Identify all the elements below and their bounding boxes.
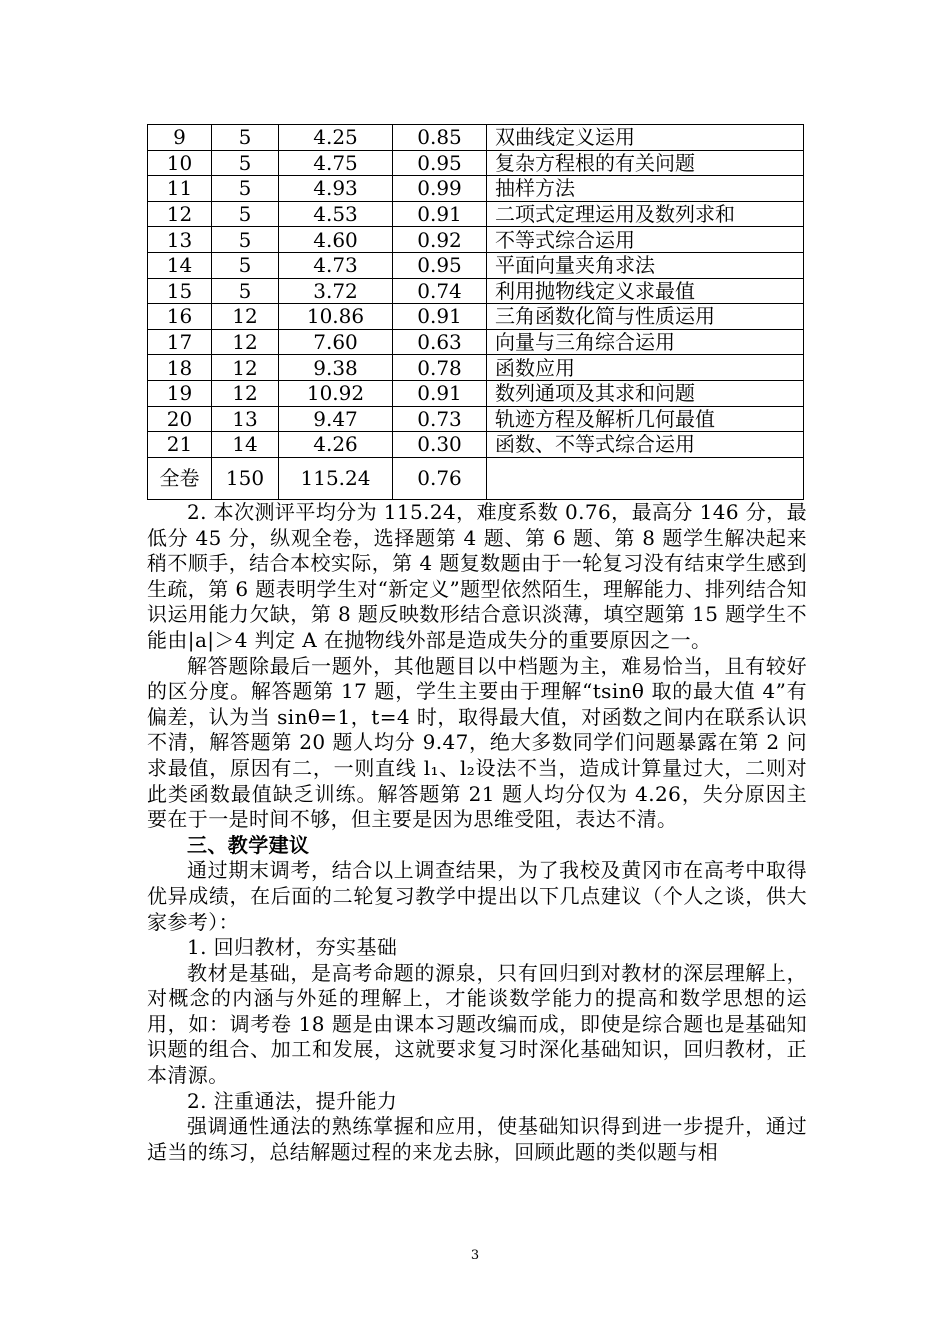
- table-row: [148, 329, 804, 355]
- average-score-cell: 10.86: [279, 304, 393, 330]
- table-row: [148, 201, 804, 227]
- suggestion-1-text: 教材是基础，是高考命题的源泉，只有回归到对教材的深层理解上，对概念的内涵与外延的理解上，才能谈数学能力的提高和数学思想的运用，如：调考卷 18 题是由课本习题改编而成，即使是综合题也是基础知识题的组合、加工和发展，这就要求复习时深化基础知识，回归教材，正本清源。: [147, 960, 807, 1088]
- difficulty-cell: 0.95: [393, 252, 487, 278]
- question-number-cell: 15: [148, 278, 212, 304]
- full-score-cell: 5: [212, 278, 279, 304]
- full-score-cell: 14: [212, 432, 279, 458]
- average-score-cell: 4.26: [279, 432, 393, 458]
- question-number-cell: 19: [148, 380, 212, 406]
- difficulty-cell: 0.30: [393, 432, 487, 458]
- full-score-cell: 5: [212, 125, 279, 151]
- question-number-cell: 21: [148, 432, 212, 458]
- question-number-cell: 11: [148, 176, 212, 202]
- full-score-cell: 5: [212, 201, 279, 227]
- full-score-cell: 12: [212, 329, 279, 355]
- table-row: [148, 380, 804, 406]
- table-row: [148, 150, 804, 176]
- topic-cell: 轨迹方程及解析几何最值: [487, 406, 804, 432]
- topic-cell: 函数、不等式综合运用: [487, 432, 804, 458]
- difficulty-cell: 0.95: [393, 150, 487, 176]
- question-number-cell: 16: [148, 304, 212, 330]
- table-row: [148, 125, 804, 151]
- table-row: [148, 227, 804, 253]
- question-number-cell: 17: [148, 329, 212, 355]
- full-score-cell: 12: [212, 380, 279, 406]
- average-score-cell: 115.24: [279, 457, 393, 499]
- body-text: [147, 500, 807, 1165]
- table-row: [148, 252, 804, 278]
- analysis-paragraph-solutions: 解答题除最后一题外，其他题目以中档题为主，难易恰当，且有较好的区分度。解答题第 17 题，学生主要由于理解“tsinθ 取的最大值 4”有偏差，认为当 sinθ=1，t=4 时，取得最大值，对函数之间内在联系认识不清，解答题第 20 题人均分 9.47，绝大多数同学们问题暴露在第 2 问求最值，原因有二，一则直线 l₁、l₂设法不当，造成计算量过大，二则对此类函数最值缺乏训练。解答题第 21 题人均分仅为 4.26，失分原因主要在于一是时间不够，但主要是因为思维受阻，表达不清。: [147, 653, 807, 832]
- question-number-cell: 18: [148, 355, 212, 381]
- suggestion-2-title: 2. 注重通法，提升能力: [187, 1088, 398, 1113]
- total-label-cell: 全卷: [148, 457, 212, 499]
- full-score-cell: 12: [212, 304, 279, 330]
- difficulty-cell: 0.73: [393, 406, 487, 432]
- topic-cell: 向量与三角综合运用: [487, 329, 804, 355]
- full-score-cell: 13: [212, 406, 279, 432]
- table-row: [148, 304, 804, 330]
- difficulty-cell: 0.76: [393, 457, 487, 499]
- full-score-cell: 5: [212, 227, 279, 253]
- full-score-cell: 12: [212, 355, 279, 381]
- suggestion-1-title: 1. 回归教材，夯实基础: [187, 935, 398, 960]
- difficulty-cell: 0.91: [393, 304, 487, 330]
- question-number-cell: 20: [148, 406, 212, 432]
- table-row: [148, 278, 804, 304]
- topic-cell: [487, 457, 804, 499]
- topic-cell: 抽样方法: [487, 176, 804, 202]
- topic-cell: 不等式综合运用: [487, 227, 804, 253]
- average-score-cell: 4.93: [279, 176, 393, 202]
- question-number-cell: 10: [148, 150, 212, 176]
- suggestion-2-text: 强调通性通法的熟练掌握和应用，使基础知识得到进一步提升，通过适当的练习，总结解题过程的来龙去脉，回顾此题的类似题与相: [147, 1114, 807, 1164]
- table-total-row: [148, 457, 804, 499]
- average-score-cell: 4.53: [279, 201, 393, 227]
- topic-cell: 二项式定理运用及数列求和: [487, 201, 804, 227]
- score-table: [147, 124, 804, 500]
- difficulty-cell: 0.91: [393, 201, 487, 227]
- topic-cell: 复杂方程根的有关问题: [487, 150, 804, 176]
- table-row: [148, 176, 804, 202]
- table-row: [148, 406, 804, 432]
- table-row: [148, 355, 804, 381]
- average-score-cell: 10.92: [279, 380, 393, 406]
- question-number-cell: 12: [148, 201, 212, 227]
- page-number: 3: [470, 1248, 480, 1263]
- difficulty-cell: 0.78: [393, 355, 487, 381]
- full-score-cell: 150: [212, 457, 279, 499]
- average-score-cell: 4.75: [279, 150, 393, 176]
- table-row: [148, 432, 804, 458]
- difficulty-cell: 0.91: [393, 380, 487, 406]
- question-number-cell: 9: [148, 125, 212, 151]
- difficulty-cell: 0.63: [393, 329, 487, 355]
- difficulty-cell: 0.74: [393, 278, 487, 304]
- average-score-cell: 4.73: [279, 252, 393, 278]
- suggestions-intro: 通过期末调考，结合以上调查结果，为了我校及黄冈市在高考中取得优异成绩，在后面的二轮复习教学中提出以下几点建议（个人之谈，供大家参考）：: [147, 858, 807, 934]
- difficulty-cell: 0.85: [393, 125, 487, 151]
- difficulty-cell: 0.92: [393, 227, 487, 253]
- topic-cell: 利用抛物线定义求最值: [487, 278, 804, 304]
- full-score-cell: 5: [212, 176, 279, 202]
- topic-cell: 三角函数化简与性质运用: [487, 304, 804, 330]
- section-heading-teaching-suggestions: 三、教学建议: [187, 832, 310, 857]
- average-score-cell: 4.25: [279, 125, 393, 151]
- topic-cell: 函数应用: [487, 355, 804, 381]
- topic-cell: 双曲线定义运用: [487, 125, 804, 151]
- analysis-paragraph-2: 2. 本次测评平均分为 115.24，难度系数 0.76，最高分 146 分，最低分 45 分，纵观全卷，选择题第 4 题、第 6 题、第 8 题学生解决起来稍不顺手，结合本校实际，第 4 题复数题由于一轮复习没有结束学生感到生疏，第 6 题表明学生对“新定义”题型依然陌生，理解能力、排列结合知识运用能力欠缺，第 8 题反映数形结合意识淡薄，填空题第 15 题学生不能由|a|＞4 判定 A 在抛物线外部是造成失分的重要原因之一。: [147, 500, 807, 652]
- question-number-cell: 14: [148, 252, 212, 278]
- average-score-cell: 9.38: [279, 355, 393, 381]
- average-score-cell: 7.60: [279, 329, 393, 355]
- full-score-cell: 5: [212, 252, 279, 278]
- average-score-cell: 9.47: [279, 406, 393, 432]
- topic-cell: 平面向量夹角求法: [487, 252, 804, 278]
- average-score-cell: 4.60: [279, 227, 393, 253]
- average-score-cell: 3.72: [279, 278, 393, 304]
- difficulty-cell: 0.99: [393, 176, 487, 202]
- question-number-cell: 13: [148, 227, 212, 253]
- full-score-cell: 5: [212, 150, 279, 176]
- topic-cell: 数列通项及其求和问题: [487, 380, 804, 406]
